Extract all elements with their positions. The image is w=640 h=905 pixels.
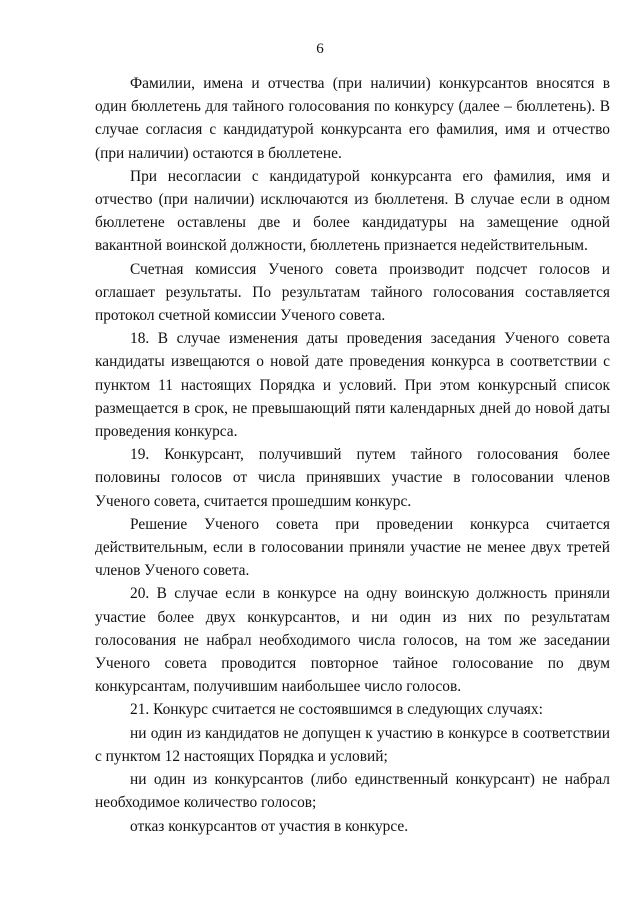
document-body [95,72,610,838]
paragraph-item-19: 19. Конкурсант, получивший путем тайного голосования более половины голосов от числа принявших участие в голосовании членов Ученого совета, считается прошедшим конкурс. [95,446,610,510]
paragraph-item-20: 20. В случае если в конкурсе на одну воинскую должность приняли участие более двух конкурсантов, и ни один из них по результатам голосования не набрал необходимого числа голосов, на том же заседании Ученого совета проводится повторное тайное голосование по двум конкурсантам, получившим наибольшее число голосов. [95,585,610,696]
paragraph-item-18: 18. В случае изменения даты проведения заседания Ученого совета кандидаты извещаются о новой дате проведения конкурса в соответствии с пунктом 11 настоящих Порядка и условий. При этом конкурсный список размещается в срок, не превышающий пяти календарных дней до новой даты проведения конкурса. [95,330,610,441]
paragraph-case-refusal: отказ конкурсантов от участия в конкурсе. [130,817,409,835]
page-number: 6 [316,41,324,57]
paragraph-ballot-names: Фамилии, имена и отчества (при наличии) конкурсантов вносятся в один бюллетень для тайного голосования по конкурсу (далее – бюллетень). В случае согласия с кандидатурой конкурсанта его фамилия, имя и отчество (при наличии) остаются в бюллетене. [95,75,610,162]
paragraph-ballot-disagreement: При несогласии с кандидатурой конкурсанта его фамилия, имя и отчество (при наличии) исключаются из бюллетеня. В случае если в одном бюллетене оставлены две и более кандидатуры на замещение одной вакантной воинской должности, бюллетень признается недействительным. [95,167,610,255]
paragraph-case-not-admitted: ни один из кандидатов не допущен к участию в конкурсе в соответствии с пунктом 12 настоящих Порядка и условий; [95,724,610,765]
paragraph-item-21: 21. Конкурс считается не состоявшимся в следующих случаях: [130,701,543,719]
paragraph-decision-validity: Решение Ученого совета при проведении конкурса считается действительным, если в голосовании приняли участие не менее двух третей членов Ученого совета. [95,515,610,580]
paragraph-case-not-enough-votes: ни один из конкурсантов (либо единственный конкурсант) не набрал необходимое количество голосов; [95,771,610,812]
paragraph-counting-commission: Счетная комиссия Ученого совета производит подсчет голосов и оглашает результаты. По результатам тайного голосования составляется протокол счетной комиссии Ученого совета. [95,260,610,325]
